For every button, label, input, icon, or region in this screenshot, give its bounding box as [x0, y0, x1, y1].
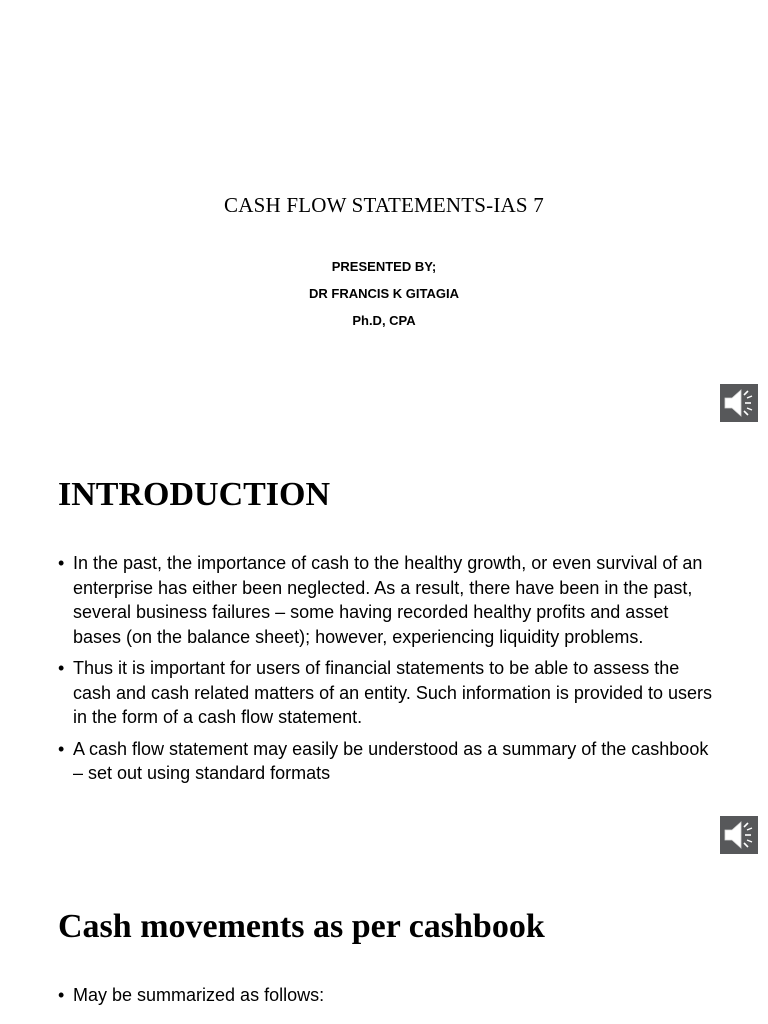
- title-slide: [0, 0, 768, 432]
- bullet-marker: •: [58, 553, 65, 573]
- cash-movements-slide: [0, 864, 768, 1024]
- bullet-list: [58, 551, 718, 793]
- introduction-slide: [0, 432, 768, 864]
- slide-heading: Cash movements as per cashbook: [58, 908, 545, 945]
- speaker-icon[interactable]: [720, 384, 758, 422]
- list-item: [58, 656, 718, 730]
- slide-title: CASH FLOW STATEMENTS-IAS 7: [224, 193, 544, 217]
- list-item: [58, 737, 718, 786]
- presenter-credentials: Ph.D, CPA: [352, 313, 416, 328]
- list-item: [58, 983, 718, 1008]
- bullet-text: A cash flow statement may easily be understood as a summary of the cashbook – set out using standard formats: [73, 738, 709, 783]
- bullet-list: [58, 983, 718, 1015]
- presenter-name: DR FRANCIS K GITAGIA: [309, 286, 459, 301]
- list-item: [58, 551, 718, 649]
- speaker-icon[interactable]: [720, 816, 758, 854]
- bullet-marker: •: [58, 985, 65, 1005]
- presenter-label: PRESENTED BY;: [331, 259, 437, 274]
- bullet-text: May be summarized as follows:: [73, 985, 325, 1005]
- bullet-text: In the past, the importance of cash to the healthy growth, or even survival of an enterprise has either been neglected. As a result, there have been in the past, several business failures – some having recorded healthy profits and asset bases (on the balance sheet); however, experiencing liquidity problems.: [73, 553, 703, 647]
- bullet-text: Thus it is important for users of financial statements to be able to assess the cash and cash related matters of an entity. Such information is provided to users in the form of a cash flow statement.: [73, 658, 712, 727]
- bullet-marker: •: [58, 658, 65, 678]
- bullet-marker: •: [58, 738, 65, 759]
- slide-heading: INTRODUCTION: [58, 476, 331, 513]
